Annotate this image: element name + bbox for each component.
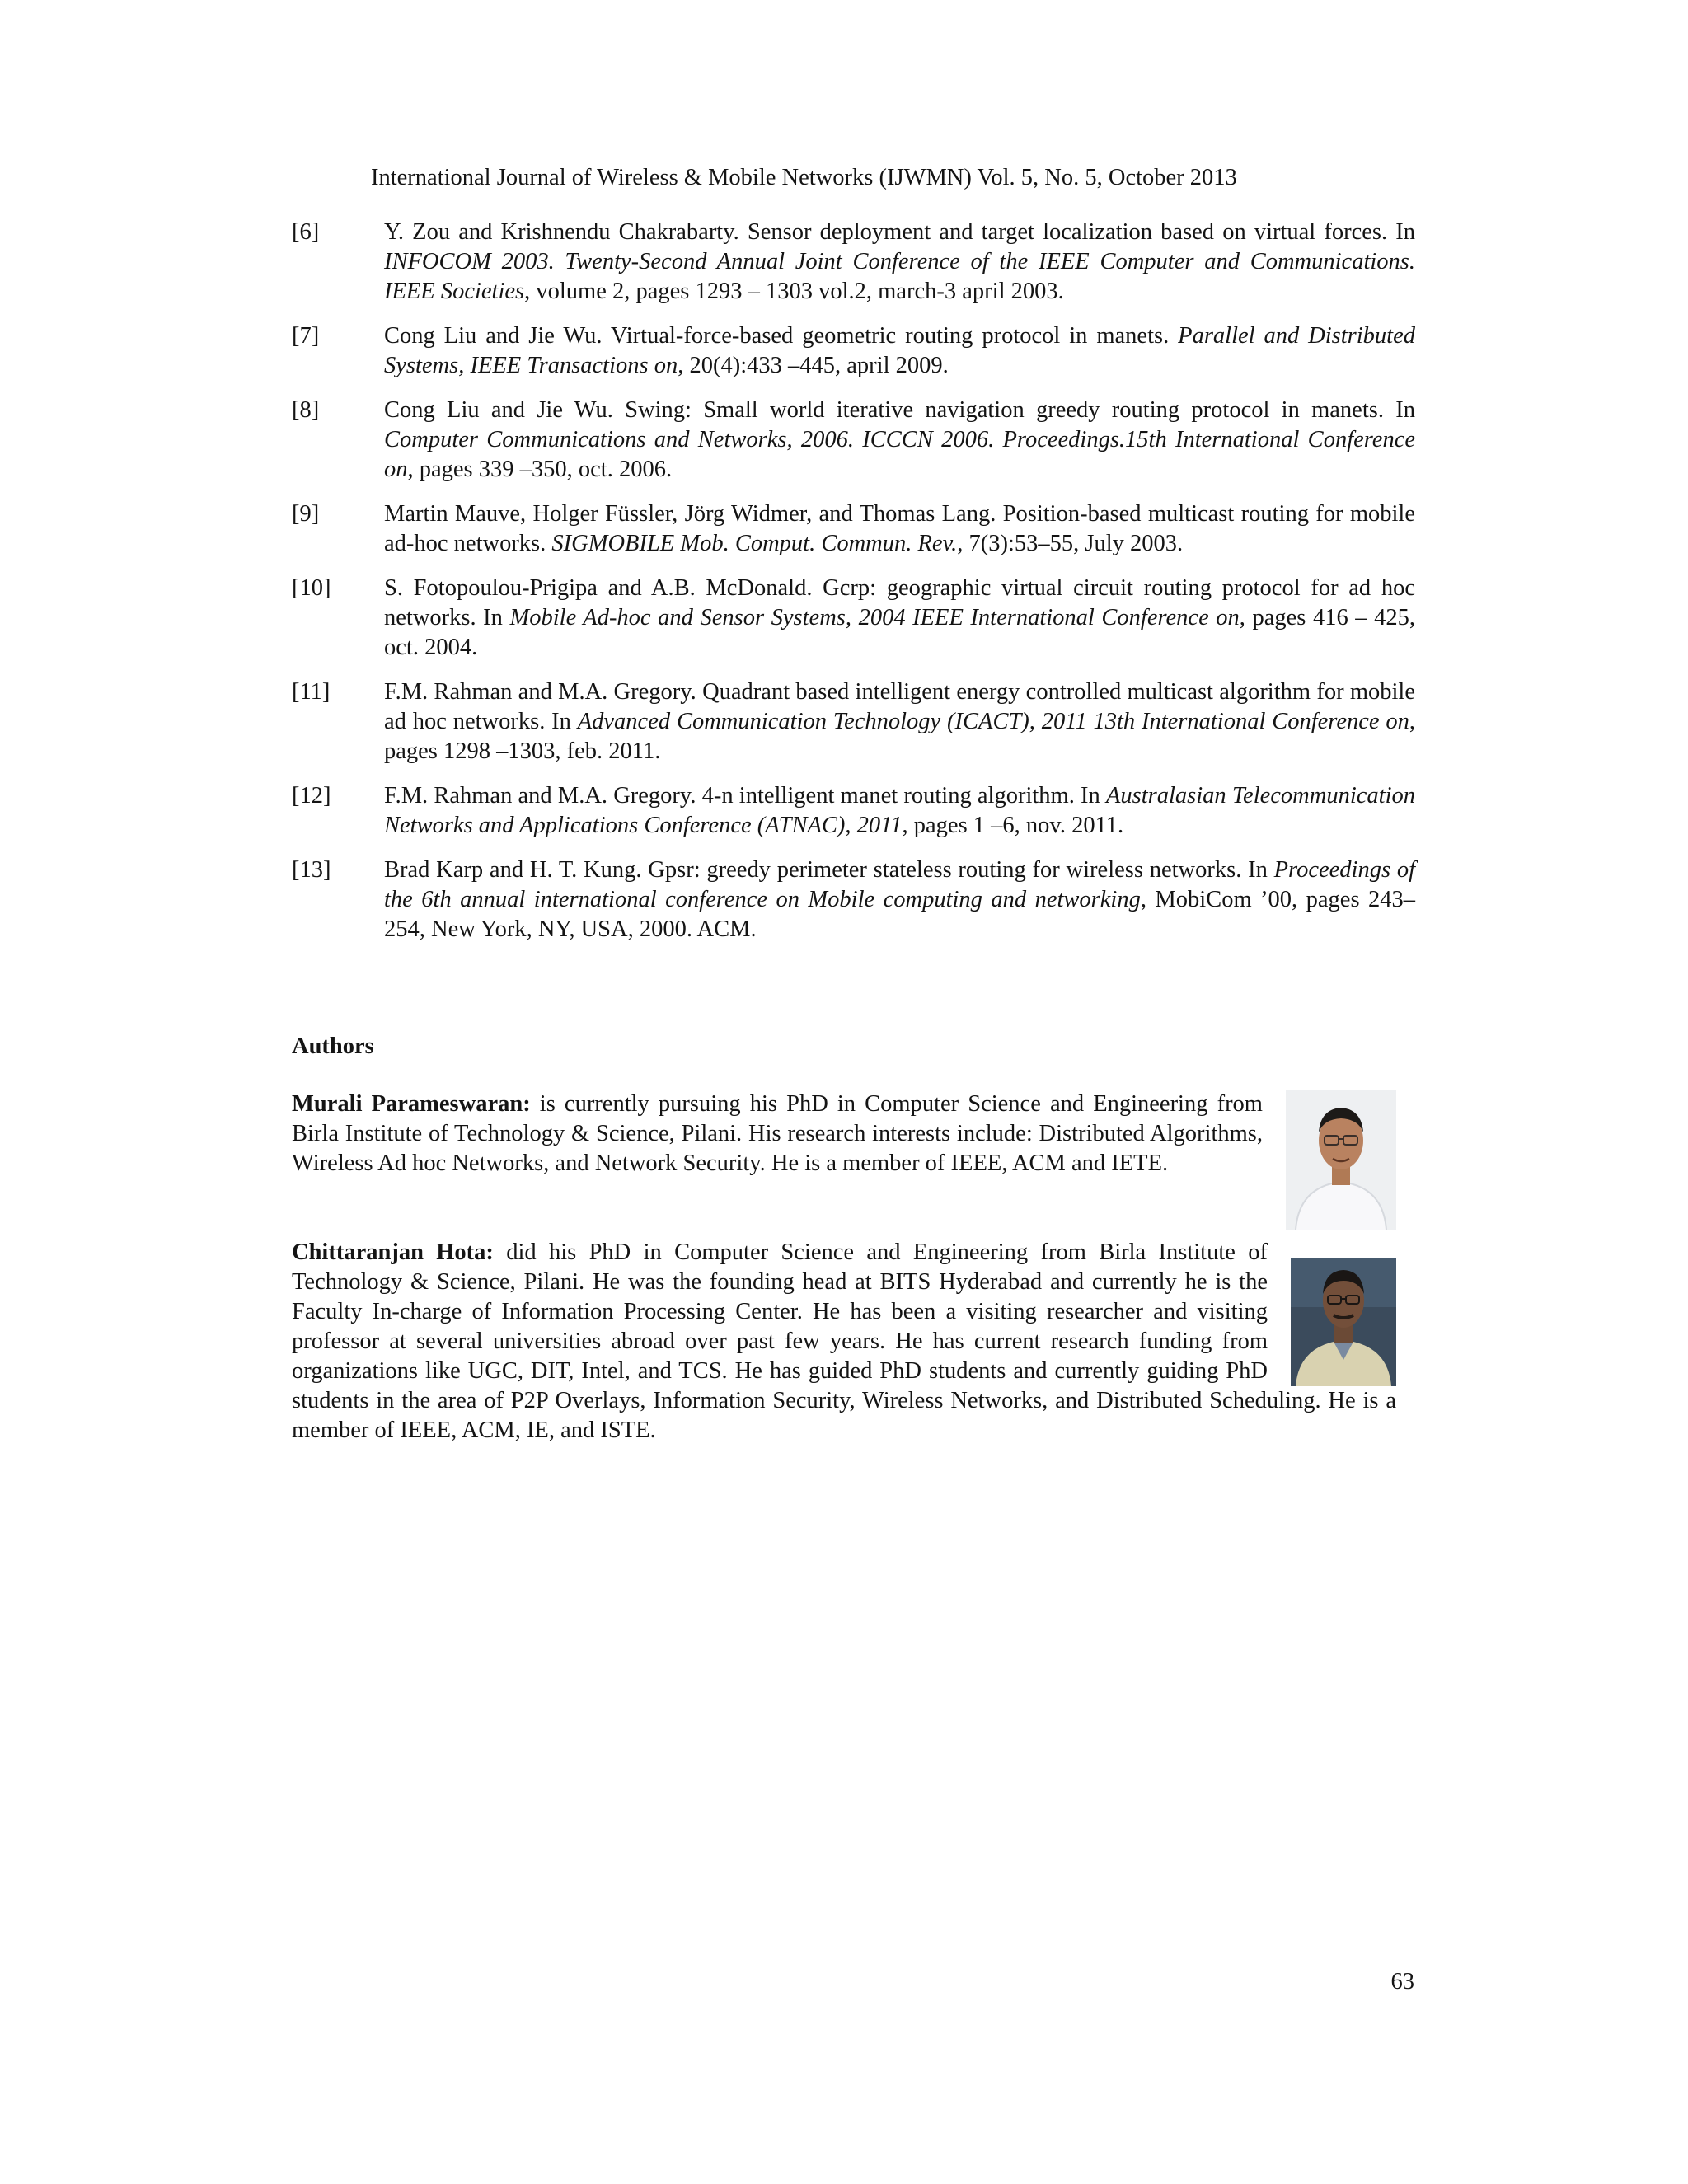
reference-number: [6] xyxy=(292,219,320,245)
reference-number: [9] xyxy=(292,501,320,527)
authors-heading: Authors xyxy=(292,1033,374,1059)
reference-text: Brad Karp and H. T. Kung. Gpsr: greedy perimeter stateless routing for wireless networks. In Proceedings of the 6th annual international conference on Mobile computing and networking, MobiCom ’00, pages 243–254, New York, NY, USA, 2000. ACM. xyxy=(384,857,1415,942)
author-name: Chittaranjan Hota: xyxy=(292,1240,494,1265)
author-photo xyxy=(1286,1090,1396,1230)
reference-text: F.M. Rahman and M.A. Gregory. Quadrant based intelligent energy controlled multicast algorithm for mobile ad hoc networks. In Advanced Communication Technology (ICACT), 2011 13th International Conference on, pages 1298 –1303, feb. 2011. xyxy=(384,679,1415,764)
reference-list xyxy=(292,218,1415,959)
reference-item xyxy=(292,855,1415,944)
reference-venue: Advanced Communication Technology (ICACT), 2011 13th International Conference on xyxy=(577,709,1409,734)
reference-number: [8] xyxy=(292,397,320,423)
reference-venue: INFOCOM 2003. Twenty-Second Annual Joint Conference of the IEEE Computer and Communications. IEEE Societies xyxy=(384,249,1415,304)
reference-number: [11] xyxy=(292,679,331,705)
reference-venue: Computer Communications and Networks, 2006. ICCCN 2006. Proceedings.15th International Conference on xyxy=(384,427,1415,482)
reference-text: F.M. Rahman and M.A. Gregory. 4-n intelligent manet routing algorithm. In Australasian Telecommunication Networks and Applications Conference (ATNAC), 2011, pages 1 –6, nov. 2011. xyxy=(384,783,1415,838)
journal-header: International Journal of Wireless & Mobile Networks (IJWMN) Vol. 5, No. 5, October 2013 xyxy=(371,165,1237,190)
reference-item xyxy=(292,321,1415,381)
reference-number: [13] xyxy=(292,857,331,883)
reference-text: Cong Liu and Jie Wu. Swing: Small world iterative navigation greedy routing protocol in manets. In Computer Communications and Networks, 2006. ICCCN 2006. Proceedings.15th International Conference on, pages 339 –350, oct. 2006. xyxy=(384,397,1415,482)
reference-item xyxy=(292,781,1415,841)
reference-text: Y. Zou and Krishnendu Chakrabarty. Sensor deployment and target localization based on virtual forces. In INFOCOM 2003. Twenty-Second Annual Joint Conference of the IEEE Computer and Communications. IEEE Societies, volume 2, pages 1293 – 1303 vol.2, march-3 april 2003. xyxy=(384,219,1415,304)
author-name: Murali Parameswaran: xyxy=(292,1091,531,1117)
reference-venue: Mobile Ad-hoc and Sensor Systems, 2004 IEEE International Conference on xyxy=(509,605,1240,630)
reference-number: [12] xyxy=(292,783,331,808)
reference-venue: Proceedings of the 6th annual international conference on Mobile computing and networking xyxy=(384,857,1415,912)
reference-number: [7] xyxy=(292,323,320,349)
reference-item xyxy=(292,218,1415,307)
portrait-icon xyxy=(1291,1258,1396,1386)
page-number: 63 xyxy=(1390,1969,1414,1994)
author-photo xyxy=(1291,1258,1396,1386)
author-bio xyxy=(292,1238,1396,1446)
reference-venue: SIGMOBILE Mob. Comput. Commun. Rev. xyxy=(551,531,958,556)
reference-venue: Australasian Telecommunication Networks and Applications Conference (ATNAC), 2011 xyxy=(384,783,1415,838)
reference-item xyxy=(292,574,1415,663)
reference-text: Martin Mauve, Holger Füssler, Jörg Widmer, and Thomas Lang. Position-based multicast routing for mobile ad-hoc networks. SIGMOBILE Mob. Comput. Commun. Rev., 7(3):53–55, July 2003. xyxy=(384,501,1415,556)
author-bio-text: did his PhD in Computer Science and Engineering from Birla Institute of Technology & Science, Pilani. He was the founding head at BITS Hyderabad and currently he is the Faculty In-charge of Information Processing Center. He has been a visiting researcher and visiting professor at several universities abroad over past few years. He has current research funding from organizations like UGC, DIT, Intel, and TCS. He has guided PhD students and currently guiding PhD students in the area of P2P Overlays, Information Security, Wireless Networks, and Distributed Scheduling. He is a member of IEEE, ACM, IE, and ISTE. xyxy=(292,1240,1396,1443)
author-bio-text: is currently pursuing his PhD in Computer Science and Engineering from Birla Institute of Technology & Science, Pilani. His research interests include: Distributed Algorithms, Wireless Ad hoc Networks, and Network Security. He is a member of IEEE, ACM and IETE. xyxy=(292,1091,1263,1176)
reference-item xyxy=(292,396,1415,485)
reference-number: [10] xyxy=(292,575,331,601)
portrait-icon xyxy=(1286,1090,1396,1230)
reference-venue: Parallel and Distributed Systems, IEEE Transactions on xyxy=(384,323,1416,378)
author-bio xyxy=(292,1090,1396,1230)
reference-item xyxy=(292,499,1415,559)
reference-text: S. Fotopoulou-Prigipa and A.B. McDonald. Gcrp: geographic virtual circuit routing protocol for ad hoc networks. In Mobile Ad-hoc and Sensor Systems, 2004 IEEE International Conference on, pages 416 – 425, oct. 2004. xyxy=(384,575,1415,660)
reference-item xyxy=(292,677,1415,766)
reference-text: Cong Liu and Jie Wu. Virtual-force-based geometric routing protocol in manets. Parallel and Distributed Systems, IEEE Transactions on, 20(4):433 –445, april 2009. xyxy=(384,323,1416,378)
